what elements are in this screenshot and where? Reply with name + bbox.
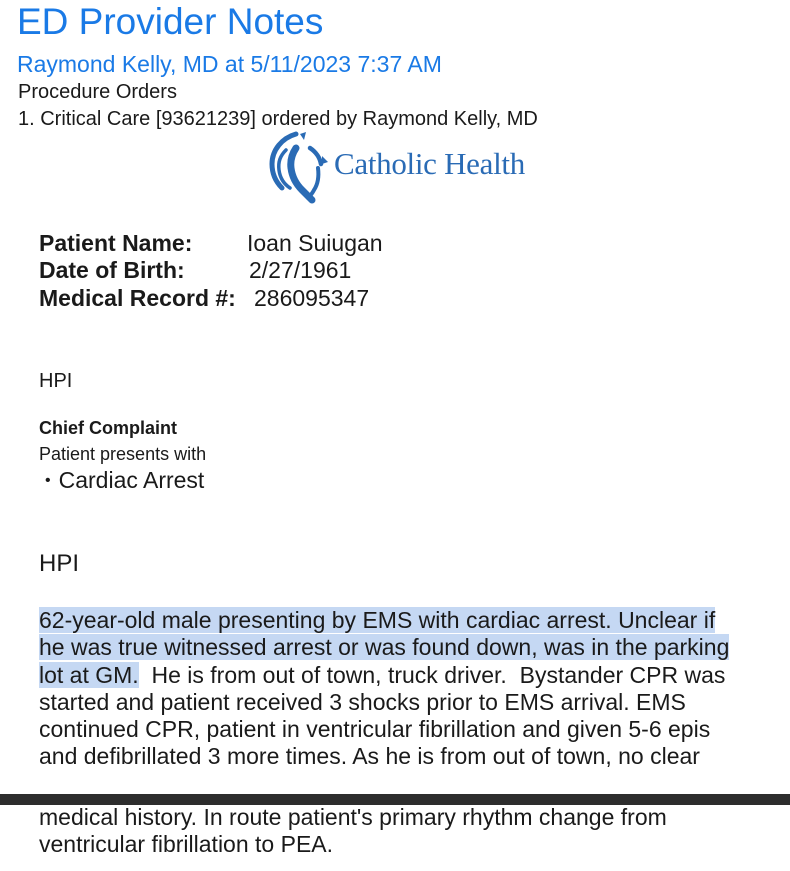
mrn-value: 286095347: [254, 285, 370, 311]
note-title: ED Provider Notes: [17, 1, 324, 42]
hpi-paragraph-continued: [39, 804, 667, 859]
dob-value: 2/27/1961: [249, 257, 352, 283]
patient-name-label: Patient Name:: [39, 230, 193, 256]
bullet-icon: •: [45, 472, 51, 489]
chief-complaint-heading: Chief Complaint: [39, 418, 177, 438]
hpi-line: and defibrillated 3 more times. As he is from out of town, no clear: [39, 743, 700, 770]
hpi-line: [39, 634, 779, 661]
patient-name-value: Ioan Suiugan: [247, 230, 383, 256]
hpi-line: started and patient received 3 shocks prior to EMS arrival. EMS: [39, 688, 686, 715]
selected-text[interactable]: 62-year-old male presenting by EMS with cardiac arrest. Unclear if: [39, 607, 716, 633]
selected-text[interactable]: he was true witnessed arrest or was found down, was in the parking: [39, 634, 730, 661]
hpi-line: ventricular fibrillation to PEA.: [39, 831, 334, 858]
logo-text: Catholic Health: [334, 146, 525, 181]
procedure-order-item: 1. Critical Care [93621239] ordered by Raymond Kelly, MD: [18, 108, 538, 130]
chief-complaint-item: [45, 466, 204, 498]
procedure-orders-heading: Procedure Orders: [18, 81, 177, 103]
hpi-heading: HPI: [39, 550, 80, 577]
hpi-line: medical history. In route patient's primary rhythm change from: [39, 804, 667, 830]
catholic-health-logo: [266, 128, 546, 204]
selected-text[interactable]: lot at GM.: [39, 661, 139, 688]
hpi-line: [39, 662, 779, 689]
dob-label: Date of Birth:: [39, 257, 185, 283]
chief-complaint-text: Cardiac Arrest: [58, 467, 205, 493]
hpi-section-label: HPI: [39, 370, 73, 392]
hpi-text: He is from out of town, truck driver. Bystander CPR was: [138, 661, 726, 688]
catholic-health-logo-icon: [266, 128, 332, 204]
mrn-label: Medical Record #:: [39, 285, 236, 311]
chief-complaint-subheading: Patient presents with: [39, 444, 207, 464]
hpi-line: [39, 607, 779, 634]
hpi-line: continued CPR, patient in ventricular fibrillation and given 5-6 epis: [39, 716, 711, 743]
hpi-paragraph[interactable]: [39, 607, 779, 771]
author-line: Raymond Kelly, MD at 5/11/2023 7:37 AM: [17, 51, 442, 77]
